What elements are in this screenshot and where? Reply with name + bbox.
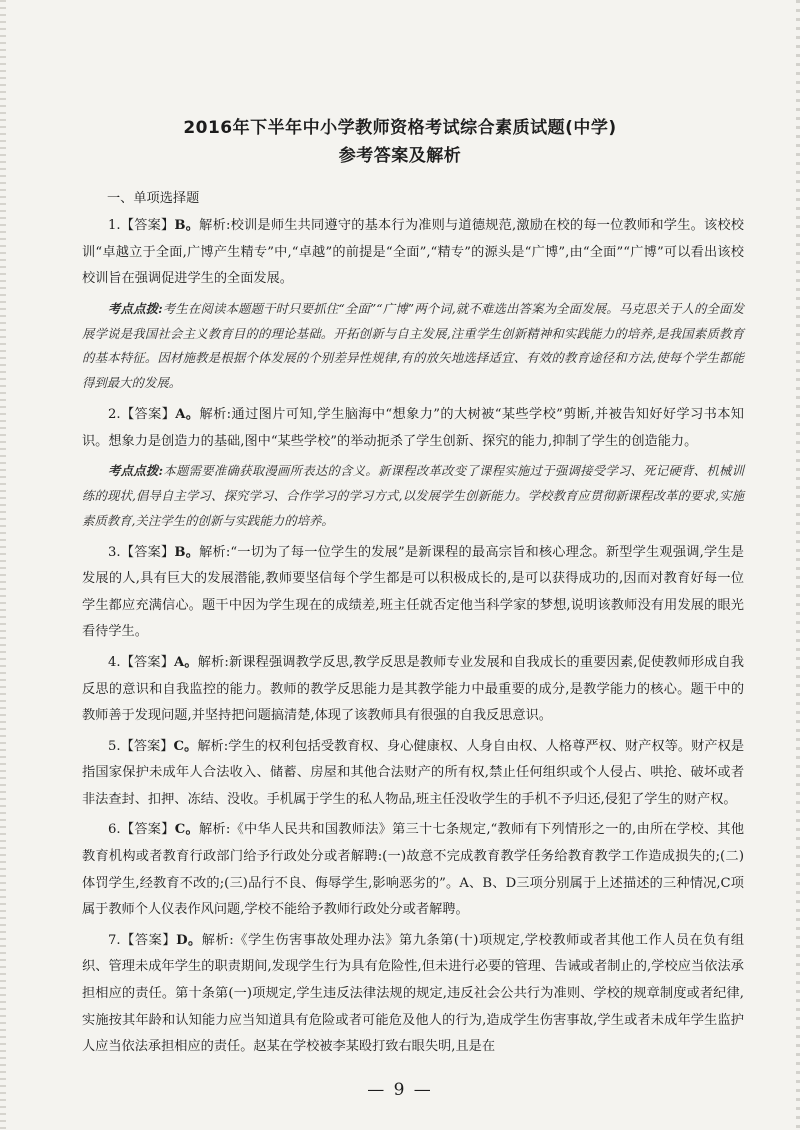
question-number: 2. (108, 406, 121, 422)
answer-tag: 【答案】 (120, 932, 177, 948)
answer-tag: 【答案】 (120, 218, 175, 233)
answer-choice: D。 (176, 932, 202, 948)
document-subtitle: 参考答案及解析 (338, 146, 462, 166)
question-number: 4. (108, 654, 121, 670)
document-body (82, 189, 744, 1065)
analysis-tag: 解析: (199, 218, 231, 233)
scan-edge-right (796, 0, 800, 1130)
question-1-key-point (82, 297, 744, 396)
question-2-explanation (82, 402, 744, 455)
analysis-tag: 解析: (197, 654, 229, 670)
question-number: 5. (108, 738, 121, 754)
explanation-text: 学生的权利包括受教育权、身心健康权、人身自由权、人格尊严权、财产权等。财产权是指国家保护未成年人合法收入、储蓄、房屋和其他合法财产的所有权,禁止任何组织或个人侵占、哄抢、破坏或者非法查封、扣押、冻结、没收。手机属于学生的私人物品,班主任没收学生的手机不予归还,侵犯了学生的财产权。 (82, 738, 745, 807)
question-number: 3. (108, 544, 121, 560)
question-7-explanation (82, 928, 744, 1061)
question-4-explanation (82, 650, 744, 730)
answer-choice: C。 (174, 822, 199, 838)
key-point-text: 考生在阅读本题题干时只要抓住“全面”“广博”两个词,就不难选出答案为全面发展。马克思关于人的全面发展学说是我国社会主义教育目的的理论基础。开拓创新与自主发展,注重学生创新精神和实践能力的培养,是我国素质教育的基本特征。因材施教是根据个体发展的个别差异性规律,有的放矢地选择适宜、有效的教育途径和方法,使每个学生都能得到最大的发展。 (82, 300, 745, 391)
page-number: — 9 — (367, 1080, 433, 1100)
answer-tag: 【答案】 (120, 738, 174, 754)
explanation-text: “一切为了每一位学生的发展”是新课程的最高宗旨和核心理念。新型学生观强调,学生是发展的人,具有巨大的发展潜能,教师要坚信每个学生都是可以积极成长的,是可以获得成功的,因而对教育好每一位学生都应充满信心。题干中因为学生现在的成绩差,班主任就否定他当科学家的梦想,说明该教师没有用发展的眼光看待学生。 (82, 544, 744, 640)
analysis-tag: 解析: (199, 406, 232, 422)
key-point-tag: 考点点拨: (108, 300, 163, 316)
answer-choice: A。 (174, 654, 198, 670)
answer-choice: C。 (173, 738, 198, 754)
answer-tag: 【答案】 (120, 544, 175, 560)
answer-tag: 【答案】 (120, 822, 175, 838)
key-point-text: 本题需要准确获取漫画所表达的含义。新课程改革改变了课程实施过于强调接受学习、死记硬背、机械训练的现状,倡导自主学习、探究学习、合作学习的学习方式,以发展学生创新能力。学校教育应贯彻新课程改革的要求,实施素质教育,关注学生的创新与实践能力的培养。 (82, 463, 745, 528)
question-number: 1. (108, 218, 121, 233)
answer-choice: A。 (175, 406, 200, 422)
explanation-text: 新课程强调教学反思,教学反思是教师专业发展和自我成长的重要因素,促使教师形成自我反思的意识和自我监控的能力。教师的教学反思能力是其教学能力中最重要的成分,是教学能力的核心。题干中的教师善于发现问题,并坚持把问题搞清楚,体现了该教师具有很强的自我反思意识。 (82, 654, 744, 724)
question-1-explanation (82, 213, 744, 293)
section-heading: 一、单项选择题 (107, 191, 200, 206)
explanation-text: 《中华人民共和国教师法》第三十七条规定,“教师有下列情形之一的,由所在学校、其他教育机构或者教育行政部门给予行政处分或者解聘:(一)故意不完成教育教学任务给教育教学工作造成损失的;(二)体罚学生,经教育不改的;(三)品行不良、侮辱学生,影响恶劣的”。A、B、D三项分别属于上述描述的三种情况,C项属于教师个人仪表作风问题,学校不能给予教师行政处分或者解聘。 (82, 822, 745, 918)
question-2-key-point (82, 459, 744, 533)
question-6-explanation (82, 817, 744, 923)
explanation-text: 《学生伤害事故处理办法》第九条第(十)项规定,学校教师或者其他工作人员在负有组织、管理未成年学生的职责期间,发现学生行为具有危险性,但未进行必要的管理、告诫或者制止的,学校应当依法承担相应的责任。第十条第(一)项规定,学生违反法律法规的规定,违反社会公共行为准则、学校的规章制度或者纪律,实施按其年龄和认知能力应当知道具有危险或者可能危及他人的行为,造成学生伤害事故,学生或者未成年学生监护人应当依法承担相应的责任。赵某在学校被李某殴打致右眼失明,且是在 (82, 932, 745, 1055)
key-point-tag: 考点点拨: (108, 463, 164, 479)
explanation-text: 通过图片可知,学生脑海中“想象力”的大树被“某些学校”剪断,并被告知好好学习书本知识。想象力是创造力的基础,图中“某些学校”的举动扼杀了学生创新、探究的能力,抑制了学生的创造能力。 (82, 406, 744, 449)
question-5-explanation (82, 734, 744, 814)
question-number: 6. (108, 822, 121, 838)
document-title: 2016年下半年中小学教师资格考试综合素质试题(中学) (183, 118, 617, 138)
explanation-text: 校训是师生共同遵守的基本行为准则与道德规范,激励在校的每一位教师和学生。该校校训“卓越立于全面,广博产生精专”中,“卓越”的前提是“全面”,“精专”的源头是“广博”,由“全面”“广博”可以看出该校校训旨在强调促进学生的全面发展。 (82, 218, 744, 287)
answer-choice: B。 (174, 544, 200, 560)
analysis-tag: 解析: (197, 738, 229, 754)
analysis-tag: 解析: (201, 932, 234, 948)
question-3-explanation (82, 540, 744, 646)
analysis-tag: 解析: (198, 822, 231, 838)
scan-edge-left (0, 0, 6, 1130)
answer-tag: 【答案】 (120, 406, 176, 422)
question-number: 7. (108, 932, 121, 948)
answer-choice: B。 (174, 218, 200, 233)
answer-tag: 【答案】 (120, 654, 175, 670)
analysis-tag: 解析: (199, 544, 231, 560)
